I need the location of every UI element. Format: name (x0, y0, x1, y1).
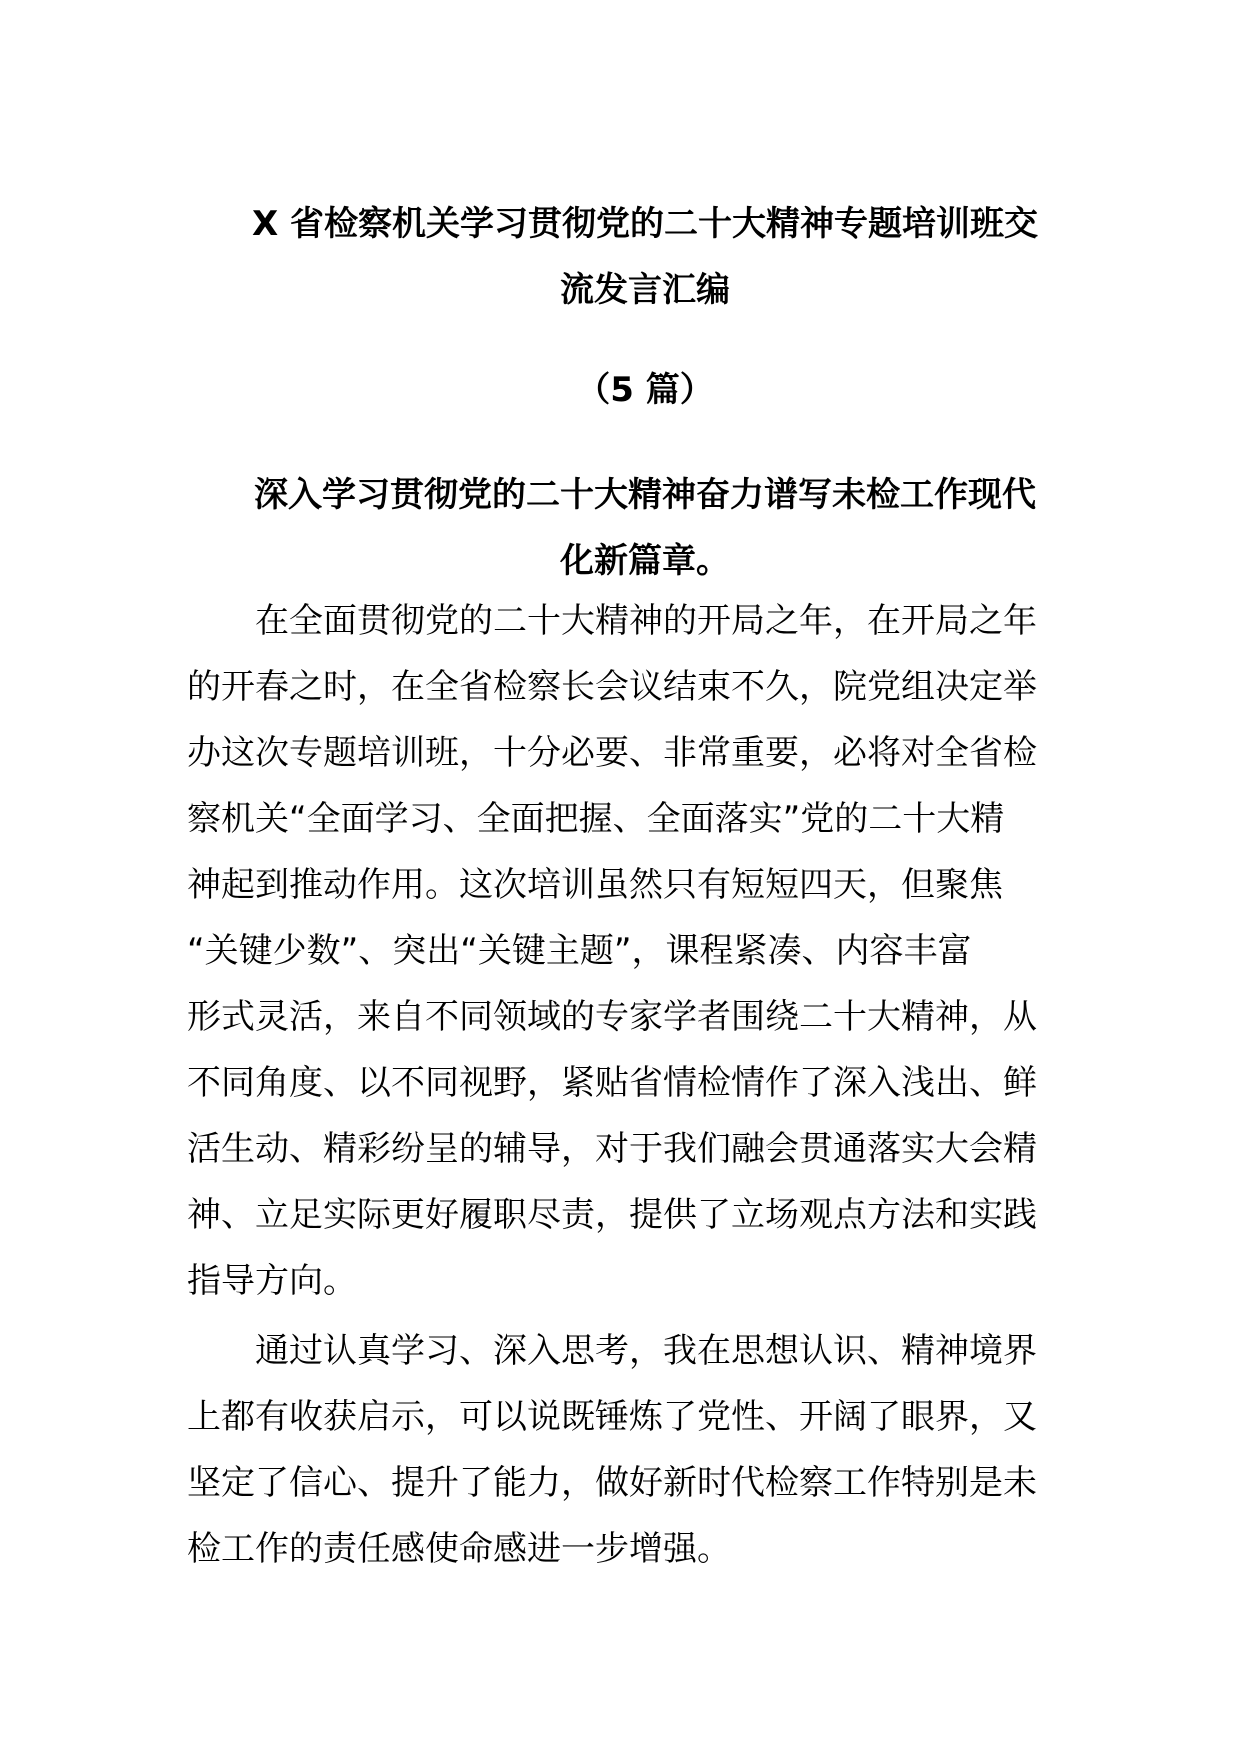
paragraph-line: 坚定了信心、提升了能力，做好新时代检察工作特别是未 (187, 1463, 1037, 1503)
paragraph-line: 活生动、精彩纷呈的辅导，对于我们融会贯通落实大会精 (187, 1129, 1037, 1169)
paragraph-line: 办这次专题培训班，十分必要、非常重要，必将对全省检 (187, 733, 1037, 773)
paragraph-line: 的开春之时，在全省检察长会议结束不久，院党组决定举 (187, 667, 1037, 707)
paragraph-line: 指导方向。 (187, 1261, 357, 1301)
paragraph-line: 检工作的责任感使命感进一步增强。 (187, 1529, 731, 1569)
paragraph-line: 在全面贯彻党的二十大精神的开局之年，在开局之年 (255, 601, 1037, 641)
paragraph-line: “关键少数”、突出“关键主题”，课程紧凑、内容丰富 (187, 931, 972, 971)
paragraph-line: 神起到推动作用。这次培训虽然只有短短四天，但聚焦 (187, 865, 1003, 905)
article-title (230, 462, 1060, 594)
paragraph-line: 形式灵活，来自不同领域的专家学者围绕二十大精神，从 (187, 997, 1037, 1037)
body-paragraph-1 (187, 588, 1052, 1314)
document-title (230, 191, 1060, 323)
paragraph-line: 上都有收获启示，可以说既锤炼了党性、开阔了眼界，又 (187, 1397, 1037, 1437)
document-title-line: 流发言汇编 (560, 270, 730, 310)
body-paragraph-2 (187, 1318, 1052, 1582)
paragraph-line: 通过认真学习、深入思考，我在思想认识、精神境界 (255, 1331, 1037, 1371)
paragraph-line: 神、立足实际更好履职尽责，提供了立场观点方法和实践 (187, 1195, 1037, 1235)
paragraph-line: 察机关“全面学习、全面把握、全面落实”党的二十大精 (187, 799, 1005, 839)
article-title-line: 深入学习贯彻党的二十大精神奋力谱写未检工作现代 (254, 475, 1036, 515)
article-count: （5 篇） (576, 370, 714, 410)
document-title-line: X 省检察机关学习贯彻党的二十大精神专题培训班交 (251, 204, 1039, 244)
article-title-line: 化新篇章。 (560, 541, 730, 581)
paragraph-line: 不同角度、以不同视野，紧贴省情检情作了深入浅出、鲜 (187, 1063, 1037, 1103)
